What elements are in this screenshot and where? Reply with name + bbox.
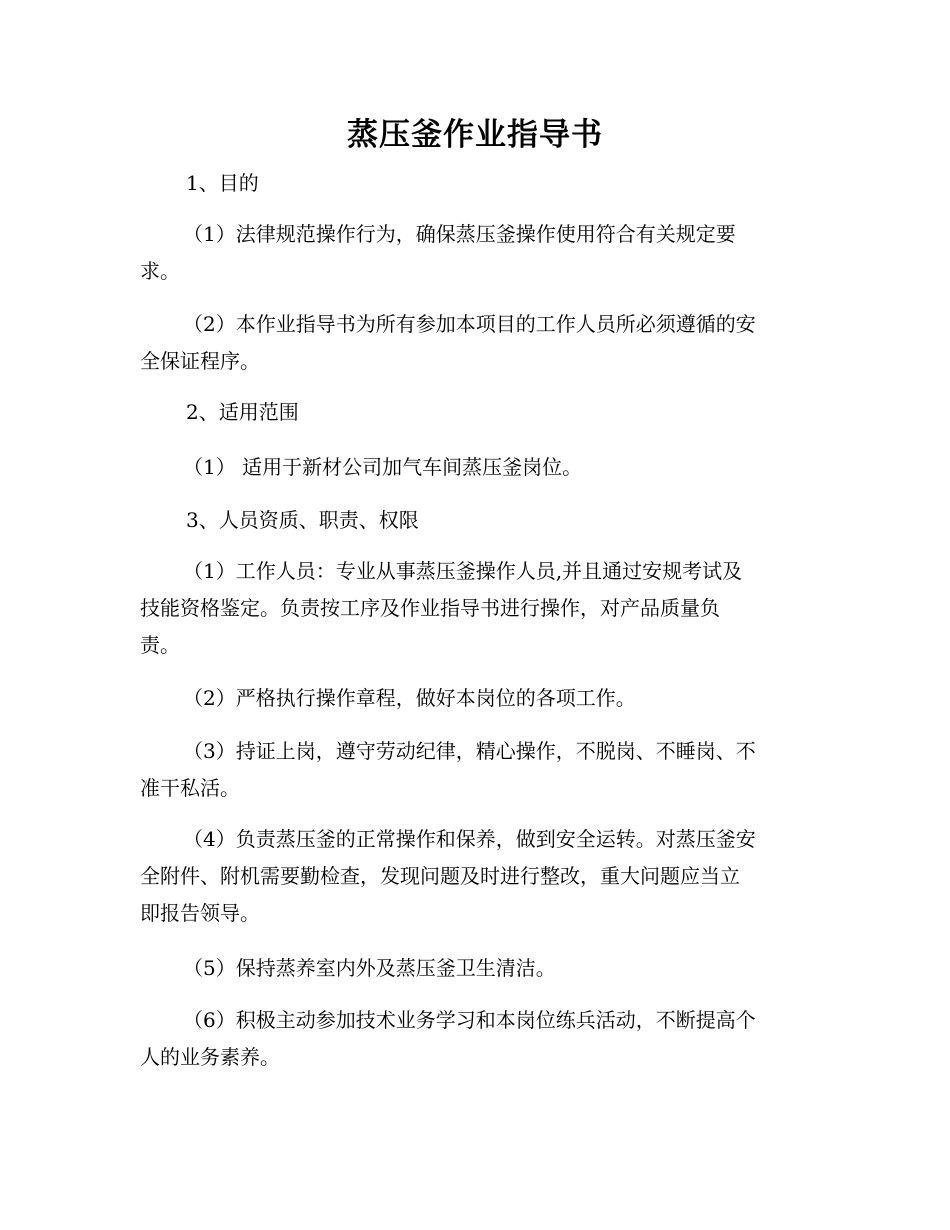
paragraph bbox=[140, 821, 810, 932]
paragraph-line: （5）保持蒸养室内外及蒸压釜卫生清洁。 bbox=[183, 956, 556, 980]
paragraph bbox=[140, 553, 810, 664]
paragraph-line: 全保证程序。 bbox=[140, 349, 260, 373]
section-heading-purpose bbox=[140, 165, 810, 202]
paragraph-line: （1）工作人员：专业从事蒸压釜操作人员,并且通过安规考试及 bbox=[183, 559, 743, 583]
paragraph-line: 人的业务素养。 bbox=[140, 1045, 280, 1069]
paragraph-line: 准干私活。 bbox=[140, 776, 240, 800]
paragraph bbox=[140, 1002, 810, 1076]
section-heading-text: 2、适用范围 bbox=[186, 400, 299, 424]
paragraph bbox=[140, 306, 810, 380]
paragraph-line: （1） 适用于新材公司加气车间蒸压釜岗位。 bbox=[183, 455, 583, 479]
document-title: 蒸压釜作业指导书 bbox=[347, 117, 603, 153]
paragraph bbox=[140, 216, 810, 290]
paragraph-line: 责。 bbox=[140, 633, 180, 657]
paragraph bbox=[140, 680, 810, 717]
paragraph-line: 全附件、附机需要勤检查，发现问题及时进行整改，重大问题应当立 bbox=[140, 864, 740, 888]
paragraph-line: 即报告领导。 bbox=[140, 901, 260, 925]
paragraph bbox=[140, 733, 810, 807]
paragraph-line: （6）积极主动参加技术业务学习和本岗位练兵活动，不断提高个 bbox=[183, 1008, 756, 1032]
section-heading-text: 3、人员资质、职责、权限 bbox=[186, 508, 419, 532]
paragraph-line: （4）负责蒸压釜的正常操作和保养，做到安全运转。对蒸压釜安 bbox=[183, 827, 756, 851]
paragraph-line: （3）持证上岗，遵守劳动纪律，精心操作，不脱岗、不睡岗、不 bbox=[183, 739, 756, 763]
section-heading-text: 1、目的 bbox=[186, 171, 259, 195]
section-heading-scope bbox=[140, 394, 810, 431]
paragraph bbox=[140, 950, 810, 987]
section-heading-personnel bbox=[140, 502, 810, 539]
paragraph-line: （1）法律规范操作行为，确保蒸压釜操作使用符合有关规定要 bbox=[183, 222, 736, 246]
paragraph-line: 求。 bbox=[140, 259, 180, 283]
paragraph-line: （2）本作业指导书为所有参加本项目的工作人员所必须遵循的安 bbox=[183, 312, 756, 336]
paragraph bbox=[140, 449, 810, 486]
paragraph-line: （2）严格执行操作章程，做好本岗位的各项工作。 bbox=[183, 686, 636, 710]
paragraph-line: 技能资格鉴定。负责按工序及作业指导书进行操作，对产品质量负 bbox=[140, 596, 720, 620]
